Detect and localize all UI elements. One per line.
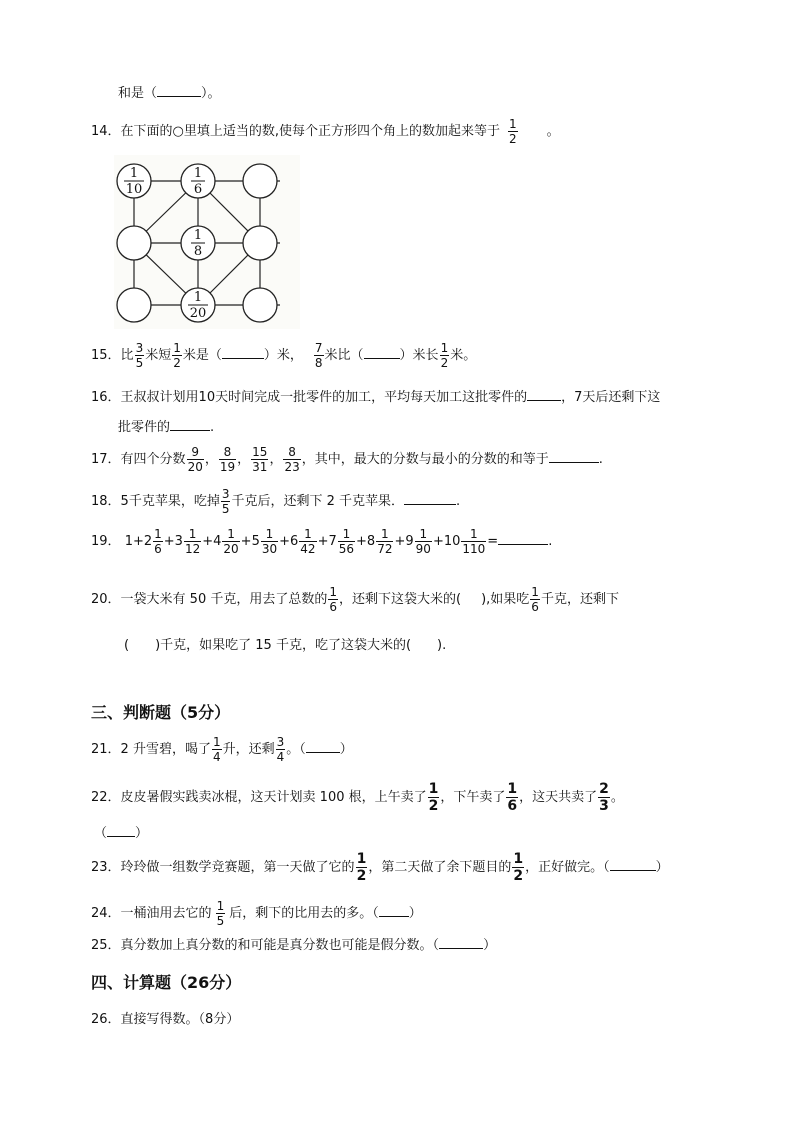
- question-25: 25．真分数加上真分数的和可能是真分数也可能是假分数。（ ）: [91, 938, 497, 953]
- fraction: $\frac{1}{90}$: [415, 527, 431, 556]
- answer-blank[interactable]: [549, 451, 599, 463]
- answer-blank[interactable]: [306, 741, 340, 753]
- question-21: 21．2 升雪碧，喝了 $\frac{1}{4}$ 升，还剩 $\frac{3}{4}$ 。（ ）: [91, 735, 353, 764]
- grid-numerator: 1: [193, 166, 203, 181]
- fraction: $\frac{3}{4}$: [276, 735, 285, 764]
- fraction: $\frac{3}{5}$: [135, 341, 144, 370]
- fraction: $\frac{1}{20}$: [223, 527, 239, 556]
- q19-expression: 1+2 $\frac{1}{6}$ +3 $\frac{1}{12}$ +4 $\frac{1}{20}$ +5 $\frac{1}{30}$ +6 $\frac{1}{42}$ +7 $\frac{1}{56}$ +8 $\frac{1}{72}$ +9 $\frac{1}{90}$ +10 $\frac{1}{110}$ = .: [124, 527, 553, 556]
- fraction: $\frac{1}{6}$: [507, 781, 518, 814]
- grid-circle[interactable]: [243, 164, 277, 198]
- fraction: $\frac{1}{2}$: [356, 851, 367, 884]
- fraction: $\frac{1}{4}$: [212, 735, 221, 764]
- grid-circle[interactable]: [243, 288, 277, 322]
- question-19: 19． 1+2 $\frac{1}{6}$ +3 $\frac{1}{12}$ +4 $\frac{1}{20}$ +5 $\frac{1}{30}$ +6 $\frac{1}{42}$ +7 $\frac{1}{56}$ +8 $\frac{1}{72}$ +9 $\frac{1}{90}$ +10 $\frac{1}{110}$ = .: [91, 527, 553, 556]
- answer-blank[interactable]: [439, 937, 483, 949]
- fraction: $\frac{1}{6}$: [154, 527, 162, 556]
- fraction: $\frac{3}{5}$: [221, 487, 230, 516]
- grid-circle[interactable]: [117, 226, 151, 260]
- question-16: 16．王叔叔计划用10天时间完成一批零件的加工，平均每天加工这批零件的 ，7天后还剩下这: [91, 390, 661, 405]
- grid-numerator: 1: [193, 228, 203, 243]
- grid-denominator: 20: [189, 306, 207, 321]
- fraction: $\frac{1}{42}$: [300, 527, 316, 556]
- answer-blank[interactable]: [222, 347, 264, 359]
- question-17: 17．有四个分数 $\frac{9}{20}$ ， $\frac{8}{19}$ ， $\frac{15}{31}$ ， $\frac{8}{23}$ ，其中，最大的分数与最小的分数的和等于 .: [91, 445, 603, 474]
- fraction: $\frac{1}{56}$: [338, 527, 355, 556]
- fraction: $\frac{8}{19}$: [219, 445, 236, 474]
- fraction: $\frac{15}{31}$: [252, 445, 268, 474]
- grid-denominator: 8: [193, 244, 203, 259]
- answer-blank[interactable]: [107, 825, 135, 837]
- question-20-line2: ( )千克，如果吃了 15 千克，吃了这袋大米的( ).: [124, 638, 447, 653]
- fraction: $\frac{1}{2}$: [513, 851, 524, 884]
- fraction: $\frac{2}{3}$: [599, 781, 609, 814]
- circle-grid-figure: [114, 155, 300, 329]
- answer-blank[interactable]: [379, 905, 409, 917]
- answer-blank[interactable]: [610, 859, 656, 871]
- answer-blank[interactable]: [404, 493, 456, 505]
- fraction: $\frac{1}{72}$: [377, 527, 393, 556]
- grid-numerator: 1: [129, 166, 139, 181]
- question-14: 14．在下面的○里填上适当的数,使每个正方形四个角上的数加起来等于 $\frac{1}{2}$ 。: [91, 117, 560, 146]
- grid-denominator: 6: [193, 182, 203, 197]
- question-26: 26．直接写得数。（8分）: [91, 1012, 240, 1027]
- question-22: 22．皮皮暑假实践卖冰棍，这天计划卖 100 根，上午卖了 $\frac{1}{2}$ ，下午卖了 $\frac{1}{6}$ ，这天共卖了 $\frac{2}{3}$ 。: [91, 781, 624, 814]
- fraction: $\frac{1}{110}$: [462, 527, 486, 556]
- grid-circle[interactable]: [117, 288, 151, 322]
- fraction: $\frac{1}{2}$: [173, 341, 181, 370]
- fraction: $\frac{1}{6}$: [329, 585, 337, 614]
- fraction: $\frac{1}{12}$: [184, 527, 201, 556]
- fraction: $\frac{1}{2}$: [509, 117, 517, 146]
- answer-blank[interactable]: [527, 389, 561, 401]
- answer-blank[interactable]: [157, 85, 201, 97]
- fraction: $\frac{1}{2}$: [440, 341, 449, 370]
- question-18: 18．5千克苹果，吃掉 $\frac{3}{5}$ 千克后，还剩下 2 千克苹果． .: [91, 487, 461, 516]
- question-20: 20．一袋大米有 50 千克，用去了总数的 $\frac{1}{6}$ ，还剩下这袋大米的( ),如果吃 $\frac{1}{6}$ 千克，还剩下: [91, 585, 619, 614]
- question-24: 24．一桶油用去它的 $\frac{1}{5}$ 后，剩下的比用去的多。（ ）: [91, 899, 422, 928]
- answer-blank[interactable]: [498, 533, 548, 545]
- grid-numerator: 1: [193, 290, 203, 305]
- fraction: $\frac{9}{20}$: [187, 445, 203, 474]
- grid-circle[interactable]: [243, 226, 277, 260]
- fraction: $\frac{1}{5}$: [216, 899, 225, 928]
- answer-blank[interactable]: [364, 347, 400, 359]
- section-4-heading: 四、计算题（26分）: [91, 973, 242, 992]
- q13-tail: 和是（ ）。: [118, 86, 221, 101]
- grid-denominator: 10: [125, 182, 143, 197]
- question-16-line2: 批零件的 .: [118, 420, 215, 435]
- question-23: 23．玲玲做一组数学竞赛题，第一天做了它的 $\frac{1}{2}$ ，第二天做了余下题目的 $\frac{1}{2}$ ，正好做完。（ ）: [91, 851, 669, 884]
- answer-blank[interactable]: [170, 419, 210, 431]
- fraction: $\frac{1}{6}$: [531, 585, 539, 614]
- fraction: $\frac{1}{2}$: [428, 781, 439, 814]
- section-3-heading: 三、判断题（5分）: [91, 703, 231, 722]
- fraction: $\frac{8}{23}$: [284, 445, 300, 474]
- question-15: 15．比 $\frac{3}{5}$ 米短 $\frac{1}{2}$ 米是（ ）米， $\frac{7}{8}$ 米比（ ）米长 $\frac{1}{2}$ 米。: [91, 341, 477, 370]
- fraction: $\frac{1}{30}$: [261, 527, 278, 556]
- fraction: $\frac{7}{8}$: [314, 341, 323, 370]
- question-22-line2: （ ）: [94, 826, 149, 841]
